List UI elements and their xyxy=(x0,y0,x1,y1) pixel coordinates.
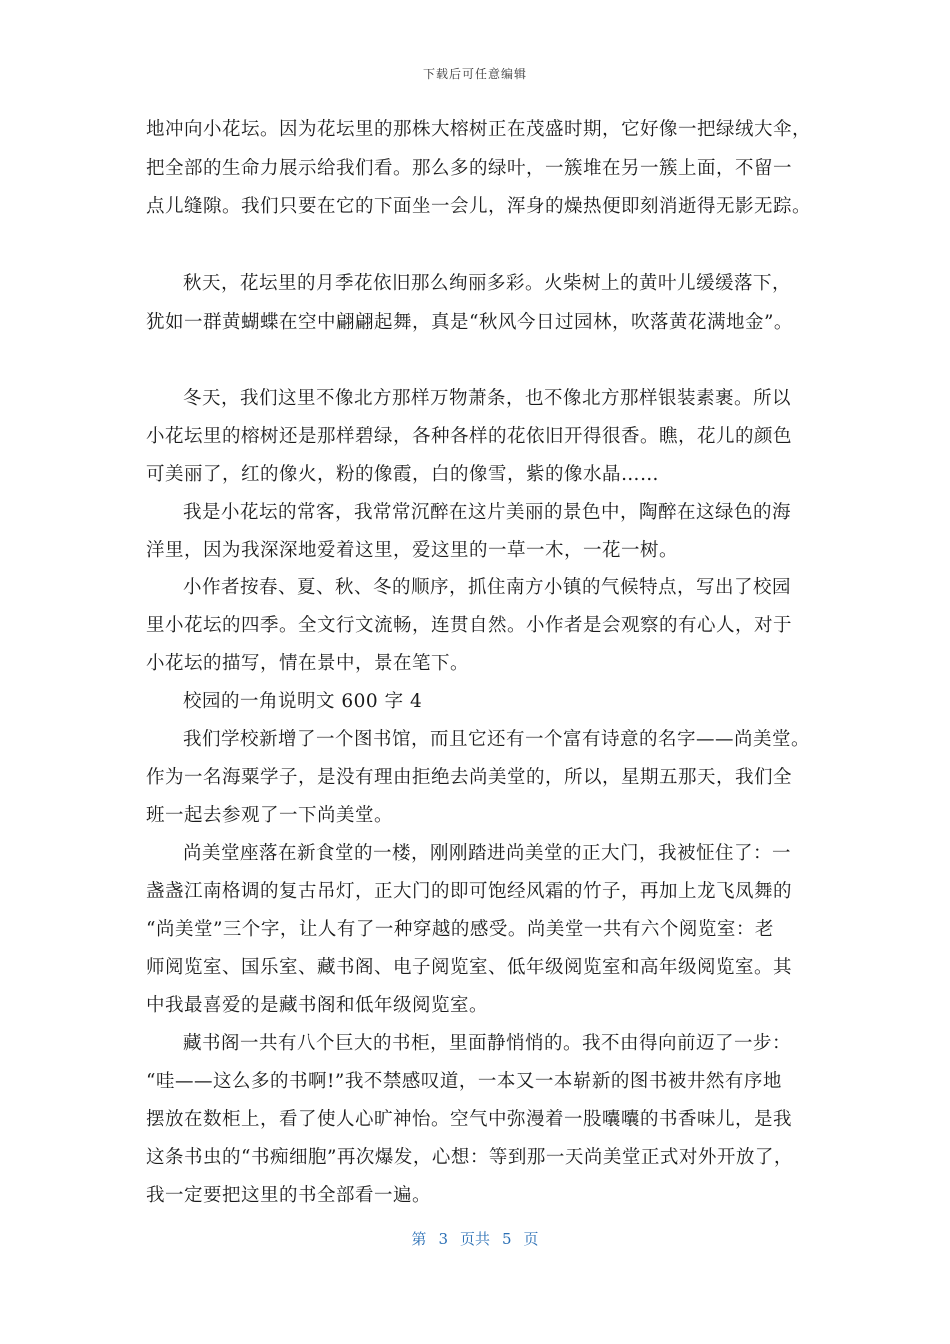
text-line: 这条书虫的“书痴细胞”再次爆发，心想：等到那一天尚美堂正式对外开放了， xyxy=(146,1147,793,1168)
text-line: 地冲向小花坛。因为花坛里的那株大榕树正在茂盛时期，它好像一把绿绒大伞， xyxy=(146,119,812,140)
text-line: 冬天，我们这里不像北方那样万物萧条，也不像北方那样银装素裹。所以 xyxy=(183,388,792,409)
footer-total-pages: 5 xyxy=(502,1230,512,1248)
page-header: 下载后可任意编辑 xyxy=(422,67,527,81)
text-line: 洋里，因为我深深地爱着这里，爱这里的一草一木，一花一树。 xyxy=(146,540,679,561)
text-line: 班一起去参观了一下尚美堂。 xyxy=(146,805,394,826)
text-line: 作为一名海粟学子，是没有理由拒绝去尚美堂的，所以，星期五那天，我们全 xyxy=(146,767,793,788)
text-line: 尚美堂座落在新食堂的一楼，刚刚踏进尚美堂的正大门，我被怔住了：一 xyxy=(183,843,792,864)
text-line: 犹如一群黄蝴蝶在空中翩翩起舞，真是“秋风今日过园林，吹落黄花满地金”。 xyxy=(146,312,793,333)
text-line: 藏书阁一共有八个巨大的书柜，里面静悄悄的。我不由得向前迈了一步： xyxy=(183,1033,792,1054)
footer-label-of: 页共 xyxy=(459,1230,490,1248)
page-number-footer xyxy=(0,1229,950,1249)
footer-label-end: 页 xyxy=(523,1230,539,1248)
text-line: 把全部的生命力展示给我们看。那么多的绿叶，一簇堆在另一簇上面，不留一 xyxy=(146,158,793,179)
text-line: 里小花坛的四季。全文行文流畅，连贯自然。小作者是会观察的有心人，对于 xyxy=(146,615,793,636)
text-line: 师阅览室、国乐室、藏书阁、电子阅览室、低年级阅览室和高年级阅览室。其 xyxy=(146,957,793,978)
text-line: 中我最喜爱的是藏书阁和低年级阅览室。 xyxy=(146,995,489,1016)
text-line: 秋天，花坛里的月季花依旧那么绚丽多彩。火柴树上的黄叶儿缓缓落下， xyxy=(183,273,792,294)
text-line: 小作者按春、夏、秋、冬的顺序，抓住南方小镇的气候特点，写出了校园 xyxy=(183,577,792,598)
text-line: “尚美堂”三个字，让人有了一种穿越的感受。尚美堂一共有六个阅览室：老 xyxy=(146,919,774,940)
text-line: “哇——这么多的书啊!”我不禁感叹道，一本又一本崭新的图书被井然有序地 xyxy=(146,1071,782,1092)
section-heading: 校园的一角说明文 600 字 4 xyxy=(183,691,423,712)
text-line: 可美丽了，红的像火，粉的像霞，白的像雪，紫的像水晶…… xyxy=(146,464,660,485)
text-line: 盏盏江南格调的复古吊灯，正大门的即可饱经风霜的竹子，再加上龙飞凤舞的 xyxy=(146,881,793,902)
text-line: 小花坛里的榕树还是那样碧绿，各种各样的花依旧开得很香。瞧，花儿的颜色 xyxy=(146,426,793,447)
text-line: 小花坛的描写，情在景中，景在笔下。 xyxy=(146,653,470,674)
footer-label-page: 第 xyxy=(411,1230,427,1248)
text-line: 我是小花坛的常客，我常常沉醉在这片美丽的景色中，陶醉在这绿色的海 xyxy=(183,502,792,523)
footer-current-page: 3 xyxy=(438,1230,448,1248)
text-line: 点儿缝隙。我们只要在它的下面坐一会儿，浑身的燥热便即刻消逝得无影无踪。 xyxy=(146,196,812,217)
text-line: 我们学校新增了一个图书馆，而且它还有一个富有诗意的名字——尚美堂。 xyxy=(183,729,811,750)
text-line: 我一定要把这里的书全部看一遍。 xyxy=(146,1185,432,1206)
text-line: 摆放在数柜上，看了使人心旷神怡。空气中弥漫着一股囔囔的书香味儿，是我 xyxy=(146,1109,793,1130)
